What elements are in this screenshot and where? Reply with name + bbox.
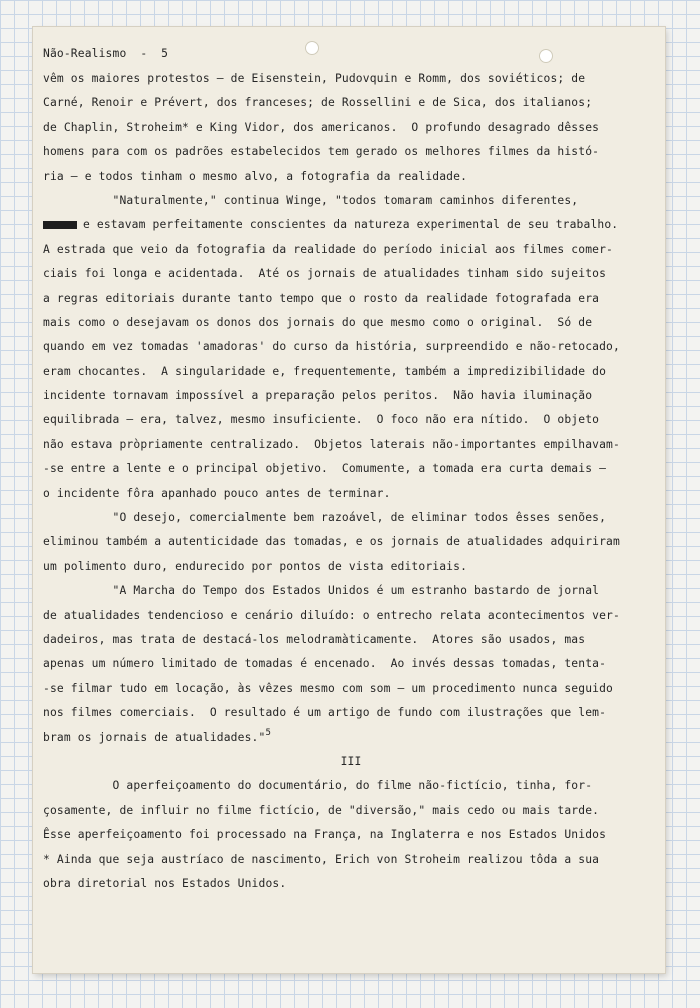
page-text	[43, 41, 659, 896]
text-line: A estrada que veio da fotografia da realidade do período inicial aos filmes comer-	[43, 242, 614, 256]
text-line: homens para com os padrões estabelecidos tem gerado os melhores filmes da histó-	[43, 145, 600, 159]
text-line: a regras editoriais durante tanto tempo que o rosto da realidade fotografada era	[43, 291, 600, 305]
typewritten-page	[33, 27, 665, 973]
text-line: -se entre a lente e o principal objetivo. Comumente, a tomada era curta demais —	[43, 462, 607, 476]
text-line: de Chaplin, Stroheim* e King Vidor, dos americanos. O profundo desagrado dêsses	[43, 120, 600, 134]
footnote-line: obra diretorial nos Estados Unidos.	[43, 876, 287, 890]
text-line-with-redaction	[43, 213, 659, 237]
text-line: não estava pròpriamente centralizado. Objetos laterais não-importantes empilhavam-	[43, 437, 620, 451]
section-heading: III	[340, 754, 362, 768]
text-line: ciais foi longa e acidentada. Até os jornais de atualidades tinham sido sujeitos	[43, 267, 607, 281]
text-line: quando em vez tomadas 'amadoras' do curso da história, surpreendido e não-retocado,	[43, 340, 620, 354]
text-line: eliminou também a autenticidade das tomadas, e os jornais de atualidades adquiriram	[43, 535, 620, 549]
text-line: apenas um número limitado de tomadas é encenado. Ao invés dessas tomadas, tenta-	[43, 657, 607, 671]
footnote-line: * Ainda que seja austríaco de nascimento, Erich von Stroheim realizou tôda a sua	[43, 852, 600, 866]
text-line: e estavam perfeitamente conscientes da natureza experimental de seu trabalho.	[83, 218, 619, 232]
text-line: -se filmar tudo em locação, às vêzes mesmo com som — um procedimento nunca seguido	[43, 681, 614, 695]
text-line: "A Marcha do Tempo dos Estados Unidos é um estranho bastardo de jornal	[43, 584, 600, 598]
text-line: vêm os maiores protestos — de Eisenstein, Pudovquin e Romm, dos soviéticos; de	[43, 72, 586, 85]
text-line: equilibrada — era, talvez, mesmo insuficiente. O foco não era nítido. O objeto	[43, 413, 600, 427]
text-line: de atualidades tendencioso e cenário diluído: o entrecho relata acontecimentos ver-	[43, 608, 620, 622]
text-line: dadeiros, mas trata de destacá-los melodramàticamente. Atores são usados, mas	[43, 632, 586, 646]
text-line: çosamente, de influir no filme fictício, de "diversão," mais cedo ou mais tarde.	[43, 803, 600, 817]
text-line: nos filmes comerciais. O resultado é um artigo de fundo com ilustrações que lem-	[43, 706, 607, 720]
text-line: Êsse aperfeiçoamento foi processado na França, na Inglaterra e nos Estados Unidos	[43, 828, 607, 842]
text-line: incidente tornavam impossível a preparação pelos peritos. Não havia iluminação	[43, 389, 593, 403]
redaction-mark	[43, 221, 77, 229]
text-line: um polimento duro, endurecido por pontos de vista editoriais.	[43, 559, 468, 573]
text-line: Carné, Renoir e Prévert, dos franceses; de Rossellini e de Sica, dos italianos;	[43, 96, 593, 110]
text-line: bram os jornais de atualidades."	[43, 730, 266, 744]
text-line: o incidente fôra apanhado pouco antes de terminar.	[43, 486, 391, 500]
text-line: mais como o desejavam os donos dos jornais do que mesmo como o original. Só de	[43, 315, 593, 329]
footnote-reference: 5	[265, 727, 272, 738]
page-header: Não-Realismo - 5	[43, 47, 169, 60]
text-line: ria — e todos tinham o mesmo alvo, a fotografia da realidade.	[43, 169, 468, 183]
text-line-with-note	[43, 726, 659, 750]
text-line: eram chocantes. A singularidade e, frequentemente, também a impredizibilidade do	[43, 364, 607, 378]
text-line: "O desejo, comercialmente bem razoável, de eliminar todos êsses senões,	[43, 511, 607, 525]
text-line: "Naturalmente," continua Winge, "todos tomaram caminhos diferentes,	[43, 193, 579, 207]
text-line: O aperfeiçoamento do documentário, do filme não-fictício, tinha, for-	[43, 779, 593, 793]
